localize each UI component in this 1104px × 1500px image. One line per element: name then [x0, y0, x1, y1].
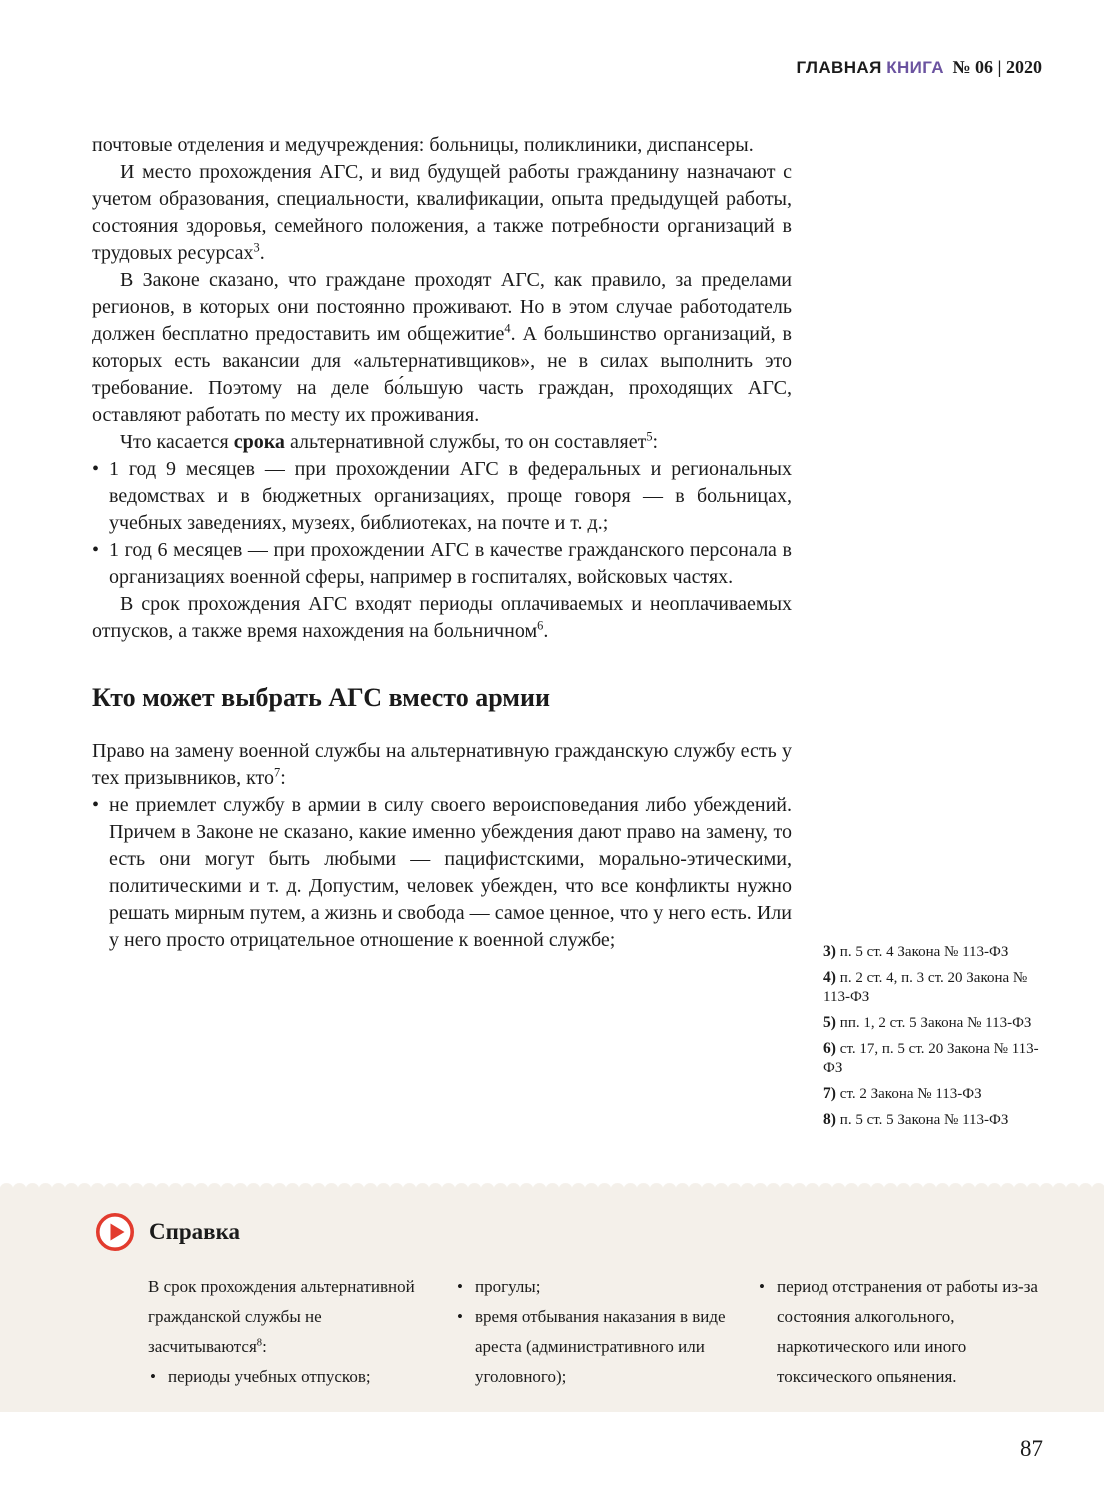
footnote: 8) п. 5 ст. 5 Закона № 113-ФЗ — [823, 1111, 1009, 1128]
paragraph: почтовые отделения и медучреждения: больницы, поликлиники, диспансеры. — [92, 134, 754, 156]
paragraph: В Законе сказано, что граждане проходят АГС, как правило, за пределами регионов, в которых они постоянно проживают. Но в этом случае работодатель должен бесплатно предоставить им общежитие$^4$. А большинство организаций, в которых есть вакансии для «альтернативщиков», не в силах выполнить это требование. Поэтому на деле бо́льшую часть граждан, проходящих АГС, оставляют работать по месту их проживания. — [92, 269, 792, 426]
page-header — [796, 57, 1042, 78]
box-bullet-item: • период отстранения от работы из-за состояния алкогольного, наркотического или иного токсического опьянения. — [757, 1272, 1039, 1392]
brand-name-part2: КНИГА — [886, 58, 944, 77]
box-intro-text: В срок прохождения альтернативной гражданской службы не засчитываются$^8$: — [148, 1277, 415, 1356]
bullet-item: • не приемлет службу в армии в силу своего вероисповедания либо убеждений. Причем в Законе не сказано, какие именно убеждения дают право на замену, то есть они могут быть любыми — пацифистскими, морально-этическими, политическими и т. д. Допустим, человек убежден, что все конфликты нужно решать мирным путем, а жизнь и свобода — самое ценное, что у него есть. Или у него просто отрицательное отношение к военной службе; — [92, 794, 792, 951]
section-heading: Кто может выбрать АГС вместо армии — [92, 683, 550, 712]
footnote: 3) п. 5 ст. 4 Закона № 113-ФЗ — [823, 943, 1009, 960]
spravka-callout-box — [0, 1188, 1104, 1412]
paragraph: Право на замену военной службы на альтернативную гражданскую службу есть у тех призывников, кто$^7$: — [92, 740, 792, 789]
issue-number: № 06 | 2020 — [952, 57, 1042, 77]
box-col-2 — [455, 1272, 740, 1392]
footnote: 6) ст. 17, п. 5 ст. 20 Закона № 113-ФЗ — [823, 1040, 1039, 1076]
bullet-item: • 1 год 9 месяцев — при прохождении АГС в федеральных и региональных ведомствах и в бюджетных организациях, проще говоря — в больницах, учебных заведениях, музеях, библиотеках, на почте и т. д.; — [92, 458, 792, 534]
bullet-marker: • — [457, 1277, 463, 1296]
callout-title: Справка — [149, 1219, 240, 1244]
footnotes — [823, 942, 1047, 1136]
paragraph: В срок прохождения АГС входят периоды оплачиваемых и неоплачиваемых отпусков, а также время нахождения на больничном$^6$. — [92, 593, 792, 642]
paragraph: Что касается срока альтернативной службы, то он составляет$^5$: — [120, 429, 659, 453]
footnote: 7) ст. 2 Закона № 113-ФЗ — [823, 1085, 982, 1102]
bullet-marker: • — [92, 539, 100, 561]
play-circle-icon — [95, 1212, 135, 1252]
box-col-3 — [757, 1272, 1039, 1392]
callout-header — [95, 1212, 240, 1252]
callout-scalloped-edge — [0, 1183, 1104, 1188]
bullet-item: • 1 год 6 месяцев — при прохождении АГС в качестве гражданского персонала в организациях военной сферы, например в госпиталях, войсковых частях. — [92, 539, 792, 588]
bullet-marker: • — [150, 1367, 156, 1386]
footnote: 5) пп. 1, 2 ст. 5 Закона № 113-ФЗ — [823, 1014, 1032, 1031]
box-bullet-item: • периоды учебных отпусков; — [148, 1362, 426, 1392]
box-col-1 — [148, 1272, 426, 1392]
footnote: 4) п. 2 ст. 4, п. 3 ст. 20 Закона № 113-ФЗ — [823, 969, 1028, 1005]
page-number: 87 — [1020, 1436, 1043, 1461]
article-body — [92, 132, 792, 954]
brand-name-part1: ГЛАВНАЯ — [796, 58, 882, 77]
bullet-marker: • — [92, 794, 100, 816]
bullet-marker: • — [457, 1307, 463, 1326]
box-bullet-item: • прогулы; — [455, 1272, 740, 1302]
box-bullet-item: • время отбывания наказания в виде ареста (административного или уголовного); — [455, 1302, 740, 1392]
paragraph: И место прохождения АГС, и вид будущей работы гражданину назначают с учетом образования, специальности, квалификации, опыта предыдущей работы, состояния здоровья, семейного положения, а также потребности организаций в трудовых ресурсах$^3$. — [92, 161, 792, 264]
bullet-marker: • — [759, 1277, 765, 1296]
bullet-marker: • — [92, 458, 100, 480]
